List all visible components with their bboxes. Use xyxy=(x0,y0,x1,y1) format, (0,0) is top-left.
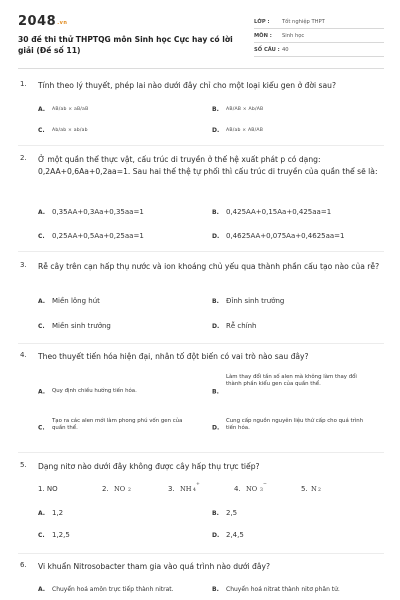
option-text: 0,425AA+0,15Aa+0,425aa=1 xyxy=(226,208,332,216)
question-number: 3. xyxy=(20,261,27,269)
item-4-sub: 3 xyxy=(260,488,263,493)
question-divider xyxy=(18,343,384,344)
item-3-sup: + xyxy=(196,482,200,487)
option-b[interactable] xyxy=(212,208,331,217)
option-text: Miền sinh trưởng xyxy=(52,322,111,330)
option-a[interactable] xyxy=(38,509,63,518)
question-text: Rễ cây trên cạn hấp thụ nước và ion khoáng chủ yếu qua thành phần cấu tạo nào của rễ? xyxy=(38,262,380,271)
option-c[interactable] xyxy=(38,322,111,331)
option-text: 1,2 xyxy=(52,509,64,517)
option-letter: A. xyxy=(38,209,46,216)
question-number: 1. xyxy=(20,80,27,88)
option-text: Đỉnh sinh trưởng xyxy=(226,297,285,305)
meta-table xyxy=(254,15,384,57)
option-a[interactable] xyxy=(38,297,100,306)
option-letter: A. xyxy=(38,106,46,113)
logo-text: 2048 xyxy=(18,14,57,29)
option-b[interactable] xyxy=(212,585,340,594)
question-number: 4. xyxy=(20,351,27,359)
option-c[interactable] xyxy=(38,531,70,540)
option-d[interactable] xyxy=(212,531,244,540)
question-text: Theo thuyết tiến hóa hiện đại, nhân tố đột biến có vai trò nào sau đây? xyxy=(38,352,309,361)
item-1: 1. NO xyxy=(38,485,58,493)
item-5-num: 5. xyxy=(301,485,308,493)
option-letter: D. xyxy=(212,532,220,539)
option-text: Quy định chiều hướng tiến hóa. xyxy=(52,388,137,394)
meta-value: Sinh học xyxy=(282,32,305,39)
option-c[interactable] xyxy=(38,418,192,438)
document-title: 30 đề thi thử THPTQG môn Sinh học Cực hay có lời giải (Đề số 11) xyxy=(18,35,233,55)
option-text: 2,4,5 xyxy=(226,531,244,539)
option-letter: B. xyxy=(212,586,219,593)
option-a[interactable] xyxy=(38,374,192,410)
option-letter: A. xyxy=(38,586,46,593)
item-3-sub: 4 xyxy=(193,488,196,493)
option-letter: C. xyxy=(38,323,45,330)
question-text: Dạng nitơ nào dưới đây không được cây hấp thụ trực tiếp? xyxy=(38,462,260,471)
question-number: 5. xyxy=(20,461,27,469)
option-letter: A. xyxy=(38,298,46,305)
option-text: Miền lông hút xyxy=(52,297,100,305)
option-text: AB/ab × AB/AB xyxy=(226,128,264,133)
option-letter: B. xyxy=(212,510,219,517)
item-2-formula: NO xyxy=(114,485,126,493)
option-letter: B. xyxy=(212,209,219,216)
option-b[interactable] xyxy=(212,297,284,306)
option-d[interactable] xyxy=(212,126,263,135)
meta-key: SỐ CÂU : xyxy=(254,46,280,53)
question-divider xyxy=(18,452,384,453)
option-b[interactable] xyxy=(212,374,366,410)
option-text: AB/AB × Ab/AB xyxy=(226,107,264,112)
question-text: Vi khuẩn Nitrosobacter tham gia vào quá trình nào dưới đây? xyxy=(38,562,270,571)
option-b[interactable] xyxy=(212,509,237,518)
option-text: 1,2,5 xyxy=(52,531,70,539)
question-number: 6. xyxy=(20,561,27,569)
option-letter: A. xyxy=(38,510,46,517)
option-d[interactable] xyxy=(212,418,366,438)
option-letter: C. xyxy=(38,233,45,240)
option-a[interactable] xyxy=(38,105,88,114)
option-c[interactable] xyxy=(38,232,144,241)
meta-row-subject xyxy=(254,29,384,43)
option-b[interactable] xyxy=(212,105,263,114)
option-a[interactable] xyxy=(38,208,144,217)
option-text: Cung cấp nguồn nguyên liệu thứ cấp cho quá trình tiến hóa. xyxy=(226,418,364,432)
item-4-formula: NO xyxy=(246,485,258,493)
option-text: Làm thay đổi tần số alen mà không làm thay đổi thành phần kiểu gen của quần thể. xyxy=(226,374,357,388)
question-number: 2. xyxy=(20,154,27,162)
meta-value: Tốt nghiệp THPT xyxy=(282,18,325,25)
site-logo[interactable] xyxy=(18,14,67,29)
meta-row-class xyxy=(254,15,384,29)
option-text: Chuyển hoá nitrat thành nitơ phân tử. xyxy=(226,586,340,593)
question-divider xyxy=(18,145,384,146)
question-divider xyxy=(18,553,384,554)
option-letter: C. xyxy=(38,127,45,134)
option-text: Rễ chính xyxy=(226,322,257,330)
option-letter: B. xyxy=(212,298,219,305)
option-text: 0,35AA+0,3Aa+0,35aa=1 xyxy=(52,208,144,216)
document-header xyxy=(18,14,384,62)
header-divider xyxy=(18,68,384,69)
option-letter: D. xyxy=(212,323,220,330)
meta-row-count xyxy=(254,43,384,57)
meta-value: 40 xyxy=(282,46,289,53)
question-divider xyxy=(18,251,384,252)
option-letter: D. xyxy=(212,233,220,240)
option-text: 2,5 xyxy=(226,509,238,517)
question-text: Ở một quần thể thực vật, cấu trúc di truyền ở thế hệ xuất phát p có dạng: 0,2AA+0,6Aa+0,2aa=1. Sau hai thế thệ tự phối thì cấu trúc di truyền của quần thể sẽ là: xyxy=(38,155,378,176)
item-4-sup: − xyxy=(263,482,267,487)
item-3-formula: NH xyxy=(180,485,192,493)
item-2-num: 2. xyxy=(102,485,109,493)
item-4-num: 4. xyxy=(234,485,241,493)
item-5-sub: 2 xyxy=(318,488,321,493)
option-d[interactable] xyxy=(212,322,257,331)
item-2-sub: 2 xyxy=(128,488,131,493)
option-d[interactable] xyxy=(212,232,345,241)
option-letter: C. xyxy=(38,532,45,539)
option-a[interactable] xyxy=(38,585,174,594)
option-text: 0,4625AA+0,075Aa+0,4625aa=1 xyxy=(226,232,345,240)
option-letter: B. xyxy=(212,106,219,113)
option-letter: A. xyxy=(38,388,46,396)
option-text: Chuyển hoá amôn trực tiếp thành nitrat. xyxy=(52,586,174,593)
option-letter: C. xyxy=(38,424,45,432)
item-3-num: 3. xyxy=(168,485,175,493)
option-letter: B. xyxy=(212,388,219,396)
question-text: Tính theo lý thuyết, phép lai nào dưới đây chỉ cho một loại kiểu gen ở đời sau? xyxy=(38,81,336,90)
meta-key: MÔN : xyxy=(254,32,272,39)
option-c[interactable] xyxy=(38,126,88,135)
logo-suffix: .vn xyxy=(57,20,68,26)
meta-key: LỚP : xyxy=(254,18,270,25)
option-letter: D. xyxy=(212,424,220,432)
option-letter: D. xyxy=(212,127,220,134)
option-text: 0,25AA+0,5Aa+0,25aa=1 xyxy=(52,232,144,240)
option-text: Ab/ab × ab/ab xyxy=(52,128,88,133)
option-text: AB/ab × aB/aB xyxy=(52,107,89,112)
option-text: Tạo ra các alen mới làm phong phú vốn gen của quần thể. xyxy=(52,418,183,432)
item-5-formula: N xyxy=(311,485,317,493)
